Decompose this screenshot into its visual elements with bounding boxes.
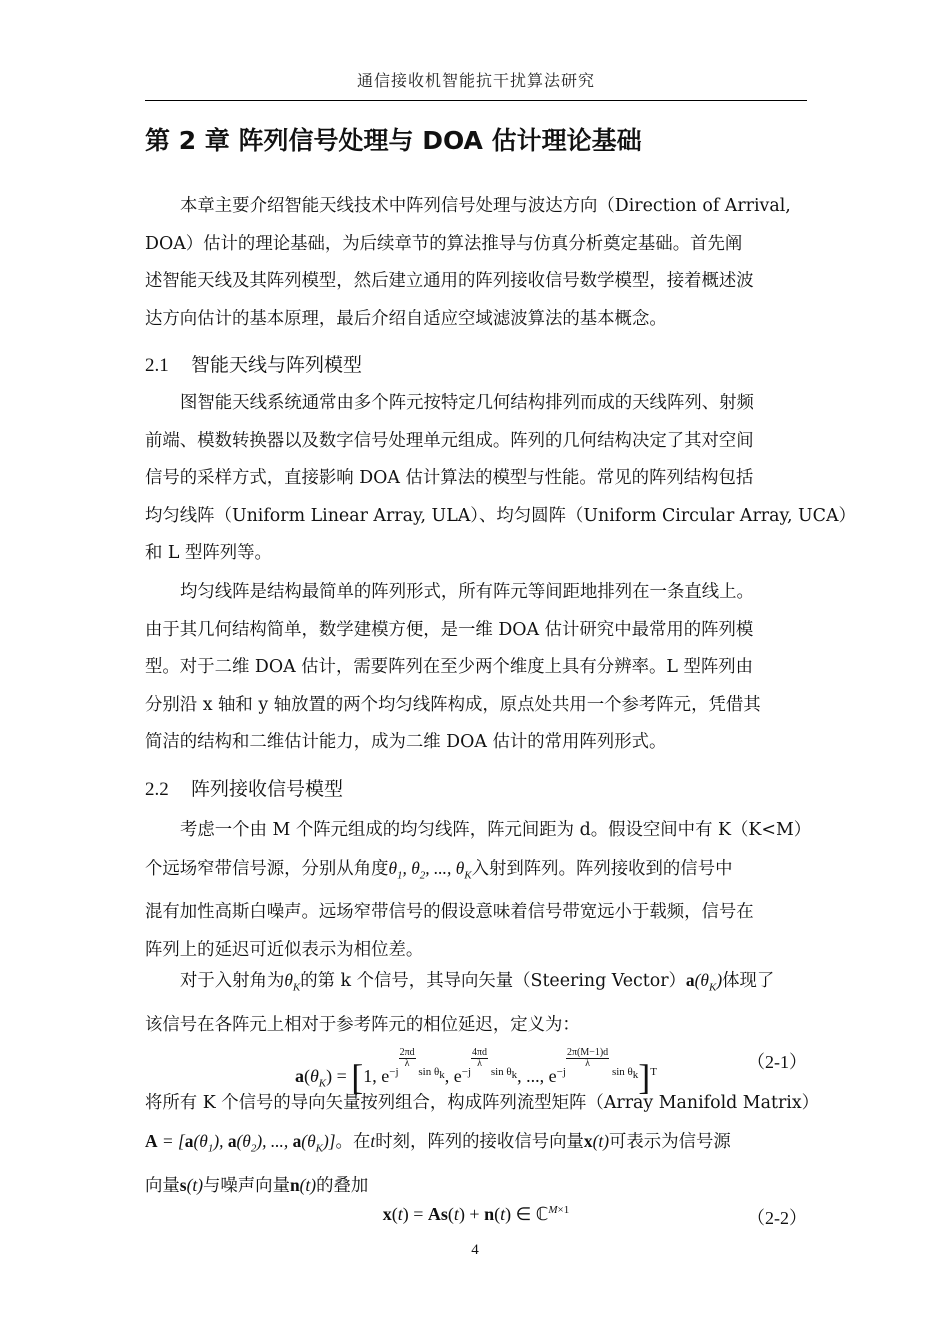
section-number: 2.1 [145, 355, 169, 376]
equation-expression: x(t) = As(t) + n(t) ∈ ℂ$^{M\times 1}$ [382, 1204, 570, 1224]
text-line: DOA）估计的理论基础，为后续章节的算法推导与仿真分析奠定基础。首先阐 [145, 233, 743, 254]
text-line: 图智能天线系统通常由多个阵元按特定几何结构排列而成的天线阵列、射频 [180, 393, 754, 413]
section-2-2-paragraph-1 [145, 812, 812, 969]
text-line: 述智能天线及其阵列模型，然后建立通用的阵列接收信号数学模型，接着概述波 [145, 271, 754, 291]
intro-paragraph [145, 188, 807, 338]
text-line: 信号的采样方式，直接影响 DOA 估计算法的模型与性能。常见的阵列结构包括 [145, 468, 754, 488]
text-line: 向量s(t)与噪声向量n(t)的叠加 [145, 1175, 369, 1197]
text-line: 个远场窄带信号源，分别从角度$\theta_1$, $\theta_2$, ..., $\theta_K$入射到阵列。阵列接收到的信号中 [145, 857, 733, 881]
angle-list-math: $\theta_1$, $\theta_2$, ..., $\theta_K$ [388, 857, 472, 881]
text-line: 型。对于二维 DOA 估计，需要阵列在至少两个维度上具有分辨率。L 型阵列由 [145, 657, 754, 677]
text-line: 考虑一个由 M 个阵元组成的均匀线阵，阵元间距为 d。假设空间中有 K（K<M） [180, 820, 812, 840]
section-title-text: 阵列接收信号模型 [191, 778, 344, 800]
chapter-title: 第 2 章 阵列信号处理与 DOA 估计理论基础 [145, 126, 642, 155]
theta-k-math: $\theta_K$ [284, 970, 301, 994]
text-line: 本章主要介绍智能天线技术中阵列信号处理与波达方向（Direction of Arrival, [180, 196, 791, 216]
text-line: 分别沿 x 轴和 y 轴放置的两个均匀线阵构成，原点处共用一个参考阵元，凭借其 [145, 694, 761, 715]
page-number: 4 [471, 1242, 479, 1258]
text-line: 简洁的结构和二维估计能力，成为二维 DOA 估计的常用阵列形式。 [145, 732, 667, 752]
text-line: 混有加性高斯白噪声。远场窄带信号的假设意味着信号带宽远小于载频，信号在 [145, 902, 754, 923]
text-line: 由于其几何结构简单，数学建模方便，是一维 DOA 估计研究中最常用的阵列模 [145, 619, 754, 640]
equation-expression: $a(\theta_K) = [1$, $e^{-j \frac{2\pi d}{\lambda} sin \theta_k}$, $e^{-j \frac{4\pi d}{\lambda} sin \theta_k}$, ..., $e^{-j \frac{2\pi(M-1)d}{\lambda} sin \theta_k}]^T$ [294, 1047, 658, 1097]
text-line: 均匀线阵是结构最简单的阵列形式，所有阵元等间距地排列在一条直线上。 [180, 582, 754, 602]
text-line: 和 L 型阵列等。 [145, 543, 272, 563]
manifold-matrix-math: $A = [a(\theta_1)$, $a(\theta_2)$, ..., $a(\theta_K)$] [145, 1130, 336, 1154]
equation-2-1 [145, 1040, 807, 1097]
text-line: 达方向估计的基本原理，最后介绍自适应空域滤波算法的基本概念。 [145, 308, 667, 329]
equation-2-2 [145, 1196, 807, 1240]
text-line: $A = [a(\theta_1)$, $a(\theta_2)$, ..., $a(\theta_K)$]。在t时刻，阵列的接收信号向量x(t)可表示为信号源 [145, 1130, 731, 1154]
section-title-text: 智能天线与阵列模型 [191, 354, 363, 376]
steering-vector-math: $a(\theta_K)$ [685, 970, 723, 994]
section-number: 2.2 [145, 779, 169, 800]
section-2-2-paragraph-2 [145, 962, 807, 1044]
text-line: 该信号在各阵元上相对于参考阵元的相位延迟，定义为： [145, 1014, 580, 1035]
section-2-1-paragraph-1 [145, 385, 856, 573]
section-2-2-paragraph-3 [145, 1085, 820, 1206]
equation-number: （2-1） [747, 1052, 807, 1072]
text-line: 前端、模数转换器以及数字信号处理单元组成。阵列的几何结构决定了其对空间 [145, 430, 754, 451]
equation-number: （2-2） [747, 1208, 807, 1228]
text-line: 将所有 K 个信号的导向矢量按列组合，构成阵列流型矩阵（Array Manifold Matrix） [145, 1093, 820, 1113]
text-line: 对于入射角为$\theta_K$的第 k 个信号，其导向矢量（Steering $Vector)a(\theta_K)$体现了 [180, 970, 775, 994]
text-line: 均匀线阵（Uniform Linear Array, ULA）、均匀圆阵（Uniform Circular Array, UCA） [145, 505, 856, 526]
text-line: 阵列上的延迟可近似表示为相位差。 [145, 939, 424, 960]
running-header: 通信接收机智能抗干扰算法研究 [356, 71, 595, 90]
section-2-1-paragraph-2 [145, 574, 807, 762]
section-heading-2-2 [145, 774, 343, 801]
header-rule [145, 100, 807, 101]
section-heading-2-1 [145, 350, 362, 377]
